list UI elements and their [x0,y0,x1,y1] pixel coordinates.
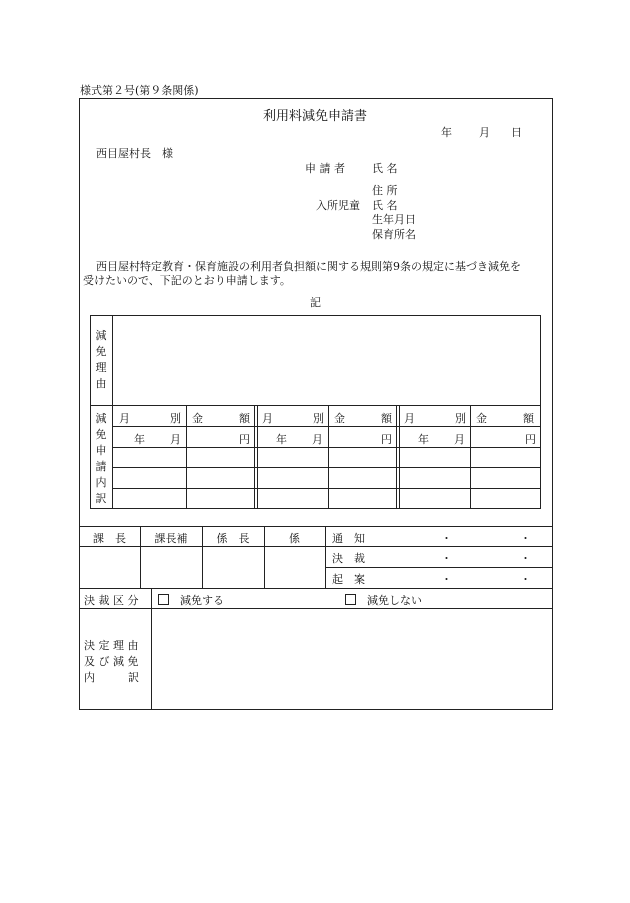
yen-unit-3: 円 [525,433,536,446]
year-unit-1: 年 [134,433,145,446]
month-unit-1: 月 [170,433,181,446]
no-reduce-label: 減免しない [367,594,422,607]
addressee: 西目屋村長 様 [96,147,173,160]
form-title: 利用料減免申請書 [262,109,367,124]
amount-header-3: 金 額 [476,412,534,425]
option-reduce[interactable] [158,592,224,608]
applicant-address-label: 住 所 [372,184,398,197]
reason-field[interactable] [113,316,540,404]
decision-reason-line2: 及 び 減 免 [84,655,139,668]
body-text-line2: 受けたいので、下記のとおり申請します。 [83,274,291,287]
month-header-2: 月 別 [262,412,324,425]
decision-reason-label [84,638,139,686]
draft-dot-2: ・ [520,573,531,586]
applicant-name-label: 氏 名 [372,162,398,175]
decision-reason-line1: 決 定 理 由 [84,639,139,652]
amount-header-2: 金 額 [334,412,392,425]
reduce-checkbox[interactable] [158,594,169,605]
date-day-label: 日 [511,126,522,139]
notice-label: 通 知 [332,532,365,545]
approval-header-kakaricho: 係 長 [216,532,250,545]
decision-reason-line3: 内 訳 [84,671,139,684]
date-year-label: 年 [441,126,452,139]
decision-category-label: 決 裁 区 分 [84,594,139,607]
birthdate-label: 生年月日 [372,213,416,226]
child-name-label: 氏 名 [372,199,398,212]
child-label: 入所児童 [316,199,360,212]
approval-header-kacho: 課 長 [93,532,126,545]
month-header-1: 月 別 [119,412,181,425]
year-unit-3: 年 [418,433,429,446]
decision-reason-field[interactable] [152,609,552,709]
approval-decision-label: 決 裁 [332,552,365,565]
date-month-label: 月 [479,126,490,139]
month-unit-3: 月 [454,433,465,446]
year-unit-2: 年 [276,433,287,446]
applicant-label: 申 請 者 [305,162,345,175]
amount-header-1: 金 額 [192,412,250,425]
detail-label: 減 免 申 請 内 訳 [95,412,107,505]
form-number: 様式第２号(第９条関係) [80,84,199,97]
no-reduce-checkbox[interactable] [345,594,356,605]
approval-header-kachoho: 課長補 [154,532,188,545]
draft-dot-1: ・ [441,573,452,586]
month-header-3: 月 別 [404,412,466,425]
body-text-line1: 西目屋村特定教育・保育施設の利用者負担額に関する規則第9条の規定に基づき減免を [96,260,521,273]
month-unit-2: 月 [312,433,323,446]
yen-unit-2: 円 [381,433,392,446]
nursery-label: 保育所名 [372,228,416,241]
approval-header-kakari: 係 [289,532,300,545]
option-no-reduce[interactable] [345,592,422,608]
ki-label: 記 [310,296,321,309]
draft-label: 起 案 [332,573,365,586]
approval-decision-dot-2: ・ [520,552,531,565]
reason-label: 減 免 理 由 [95,329,107,390]
yen-unit-1: 円 [239,433,250,446]
notice-dot-1: ・ [441,532,452,545]
approval-decision-dot-1: ・ [441,552,452,565]
notice-dot-2: ・ [520,532,531,545]
reduce-label: 減免する [180,594,224,607]
